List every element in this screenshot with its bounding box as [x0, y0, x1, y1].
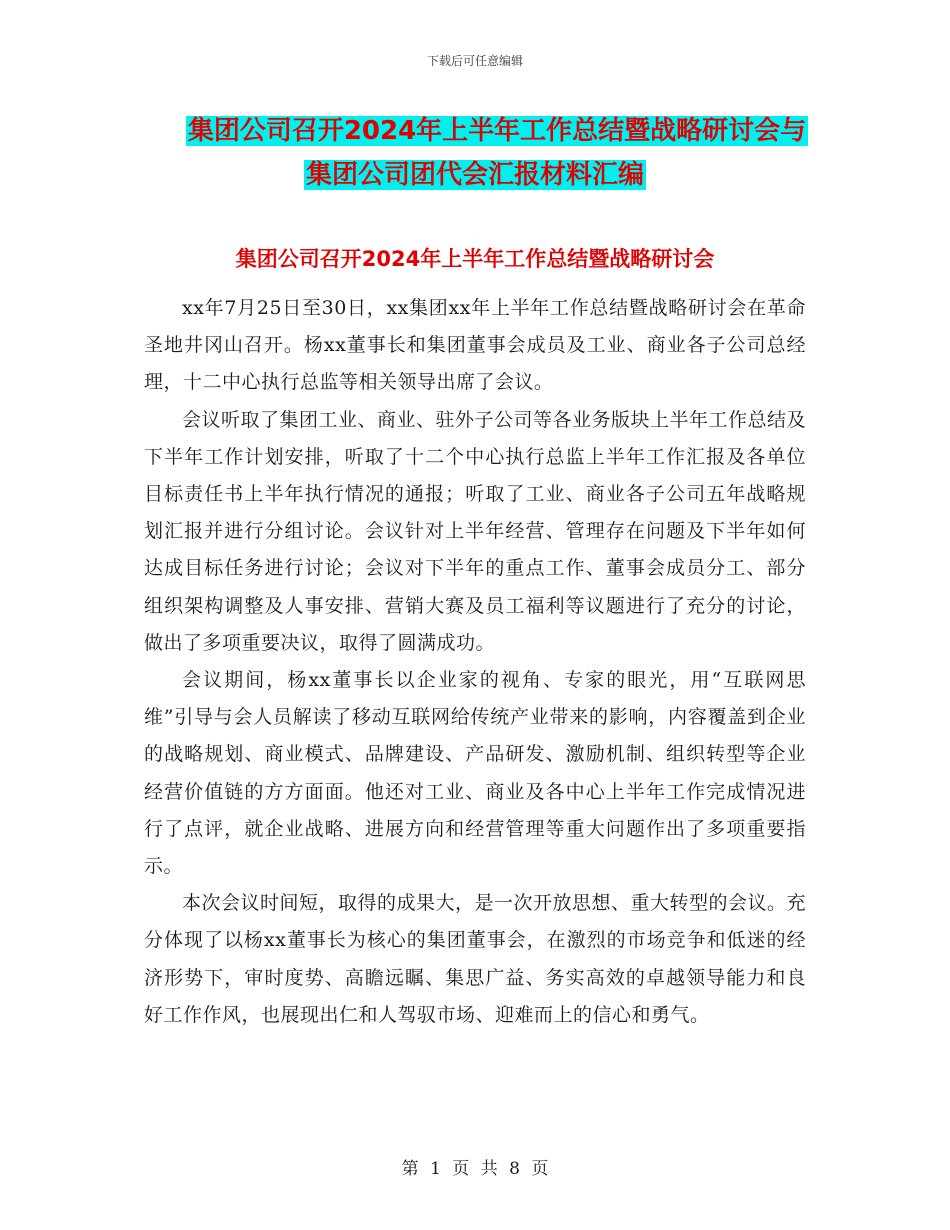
- section-title: 集团公司召开2024年上半年工作总结暨战略研讨会: [235, 247, 715, 271]
- document-title-line-1: [22, 111, 950, 151]
- document-title-line-2-text: 集团公司团代会汇报材料汇编: [305, 160, 644, 190]
- page-number-footer: 第 1 页 共 8 页: [401, 1159, 549, 1179]
- paragraph: 本次会议时间短，取得的成果大，是一次开放思想、重大转型的会议。充分体现了以杨xx董事长为核心的集团董事会，在激烈的市场竞争和低迷的经济形势下，审时度势、高瞻远瞩、集思广益、务实高效的卓越领导能力和良好工作作风，也展现出仁和人驾驭市场、迎难而上的信心和勇气。: [144, 892, 807, 1026]
- page-header-note: 下载后可任意编辑: [426, 54, 523, 68]
- document-title-line-2: [0, 155, 950, 195]
- paragraph: xx年7月25日至30日，xx集团xx年上半年工作总结暨战略研讨会在革命圣地井冈山召开。杨xx董事长和集团董事会成员及工业、商业各子公司总经理，十二中心执行总监等相关领导出席了会议。: [144, 297, 806, 394]
- paragraph: 会议听取了集团工业、商业、驻外子公司等各业务版块上半年工作总结及下半年工作计划安排，听取了十二个中心执行总监上半年工作汇报及各单位目标责任书上半年执行情况的通报；听取了工业、商业各子公司五年战略规划汇报并进行分组讨论。会议针对上半年经营、管理存在问题及下半年如何达成目标任务进行讨论；会议对下半年的重点工作、董事会成员分工、部分组织架构调整及人事安排、营销大赛及员工福利等议题进行了充分的讨论，做出了多项重要决议，取得了圆满成功。: [144, 408, 807, 654]
- body-text: [144, 290, 806, 1034]
- document-title-line-1-text: 集团公司召开2024年上半年工作总结暨战略研讨会与: [187, 116, 807, 146]
- paragraph: 会议期间，杨xx董事长以企业家的视角、专家的眼光，用“互联网思维”引导与会人员解读了移动互联网给传统产业带来的影响，内容覆盖到企业的战略规划、商业模式、品牌建设、产品研发、激励机制、组织转型等企业经营价值链的方方面面。他还对工业、商业及各中心上半年工作完成情况进行了点评，就企业战略、进展方向和经营管理等重大问题作出了多项重要指示。: [144, 669, 806, 878]
